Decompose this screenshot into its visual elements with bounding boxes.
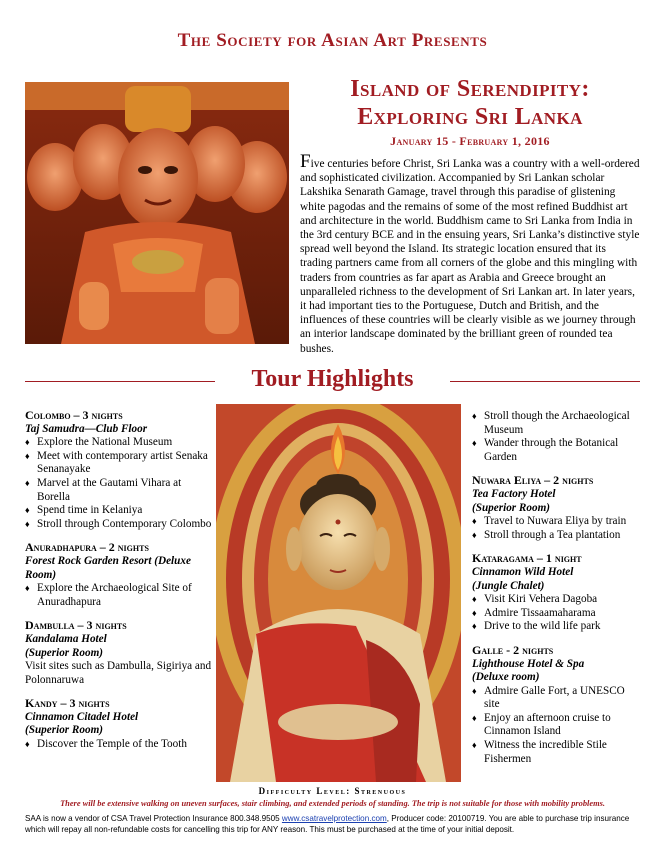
title-line-2: Exploring Sri Lanka (357, 104, 583, 130)
list-item: ♦ Admire Tissaamaharama (472, 607, 642, 621)
buddha-statue-photo (216, 404, 461, 782)
list-item: ♦ Enjoy an afternoon cruise to Cinnamon Island (472, 712, 642, 739)
hotel-name: Forest Rock Garden Resort (Deluxe Room) (25, 554, 191, 581)
destination-kandy-continued (472, 410, 642, 464)
hotel-name: Lighthouse Hotel & Spa (472, 657, 585, 670)
title-block (300, 75, 640, 149)
hotel-name: Kandalama Hotel (25, 632, 107, 645)
list-item: ♦ Marvel at the Gautami Vihara at Borella (25, 477, 215, 504)
list-item: ♦ Explore the Archaeological Site of Anuradhapura (25, 582, 215, 609)
insurance-text-before: SAA is now a vendor of CSA Travel Protection Insurance 800.348.9505 (25, 814, 282, 823)
hotel-name: Taj Samudra—Club Floor (25, 422, 148, 435)
trip-dates: January 15 - February 1, 2016 (390, 134, 550, 148)
destination-colombo (25, 409, 215, 531)
room-type: (Superior Room) (472, 501, 551, 514)
drop-cap: F (300, 151, 311, 172)
destination-dambulla (25, 619, 215, 687)
list-item: ♦ Stroll through a Tea plantation (472, 529, 642, 543)
itinerary-left-column (25, 409, 215, 762)
destination-anuradhapura (25, 541, 215, 609)
destination-heading: Anuradhapura – 2 nights (25, 540, 149, 555)
insurance-text-after: , Producer code: 20100719. You are able to purchase trip insurance which will repay all non-refundable costs for cancelling this trip for ANY reason. This must be purchased at the time of your initial deposit. (25, 814, 630, 834)
insurance-note (25, 813, 645, 835)
title-line-1: Island of Serendipity: (350, 76, 590, 102)
destination-heading: Colombo – 3 nights (25, 408, 123, 422)
hotel-name: Cinnamon Wild Hotel (472, 565, 574, 578)
room-type: (Superior Room) (25, 646, 104, 659)
room-type: (Deluxe room) (472, 671, 540, 684)
destination-heading: Kandy – 3 nights (25, 696, 110, 711)
intro-paragraph (300, 151, 640, 356)
destination-kandy (25, 697, 215, 751)
destination-nuwara-eliya (472, 474, 642, 542)
hotel-name: Cinnamon Citadel Hotel (25, 710, 139, 723)
list-item: ♦ Visit Kiri Vehera Dagoba (472, 593, 642, 607)
presents-heading: The Society for Asian Art Presents (177, 30, 488, 51)
list-item: ♦ Witness the incredible Stile Fishermen (472, 739, 642, 766)
list-item: ♦ Drive to the wild life park (472, 620, 642, 634)
destination-kataragama (472, 552, 642, 634)
divider-right (450, 381, 640, 382)
list-item: ♦ Explore the National Museum (25, 436, 215, 450)
difficulty-level: Difficulty Level: Strenuous (258, 786, 407, 796)
list-item: ♦ Meet with contemporary artist Senaka Senanayake (25, 450, 215, 477)
room-type: (Superior Room) (25, 724, 104, 737)
room-type: (Jungle Chalet) (472, 579, 545, 592)
destination-heading: Nuwara Eliya – 2 nights (472, 473, 594, 488)
deity-statues-photo (25, 82, 289, 344)
list-item: ♦ Stroll through Contemporary Colombo (25, 518, 215, 532)
list-item: ♦ Wander through the Botanical Garden (472, 437, 642, 464)
list-item: ♦ Discover the Temple of the Tooth (25, 738, 215, 752)
itinerary-right-column (472, 410, 642, 776)
list-item: ♦ Spend time in Kelaniya (25, 504, 215, 518)
destination-galle (472, 644, 642, 766)
tour-highlights-heading: Tour Highlights (251, 366, 414, 392)
list-item: ♦ Stroll though the Archaeological Museum (472, 410, 642, 437)
activity-text: Visit sites such as Dambulla, Sigiriya and Polonnaruwa (25, 660, 212, 686)
destination-heading: Galle - 2 nights (472, 642, 554, 657)
intro-text: ive centuries before Christ, Sri Lanka was a country with a well-ordered and sophisticated civilization. Accompanied by Sri Lankan scholar Lakshika Senarath Gamage, travel through this paradise of glistening white pagodas and the remains of some of the most refined Buddhist art and architecture in the world. Buddhism came to Sri Lanka from India in the 3rd century BCE and in the ensuing years, Sri Lanka’s distinctive style spread well beyond the Island. Its strategic location ensured that its trading partners came from all corners of the globe and this mingling with traders from countries as far apart as Arabia and Greece brought an unparalleled richness to the development of Sri Lankan art. In later years, it had important ties to the Portuguese, Dutch and British, and the influences of these countries will be clearly visible as we journey through an interior landscape dominated by the brilliant green of rounded tea bushes. (300, 158, 640, 355)
divider-left (25, 381, 215, 382)
destination-heading: Dambulla – 3 nights (25, 618, 127, 633)
insurance-link[interactable]: www.csatravelprotection.com (281, 814, 387, 823)
hotel-name: Tea Factory Hotel (472, 487, 556, 500)
mobility-warning: There will be extensive walking on uneven surfaces, stair climbing, and extended periods of standing. The trip is not suitable for those with mobility problems. (60, 799, 605, 808)
list-item: ♦ Admire Galle Fort, a UNESCO site (472, 685, 642, 712)
destination-heading: Kataragama – 1 night (472, 551, 582, 566)
list-item: ♦ Travel to Nuwara Eliya by train (472, 515, 642, 529)
